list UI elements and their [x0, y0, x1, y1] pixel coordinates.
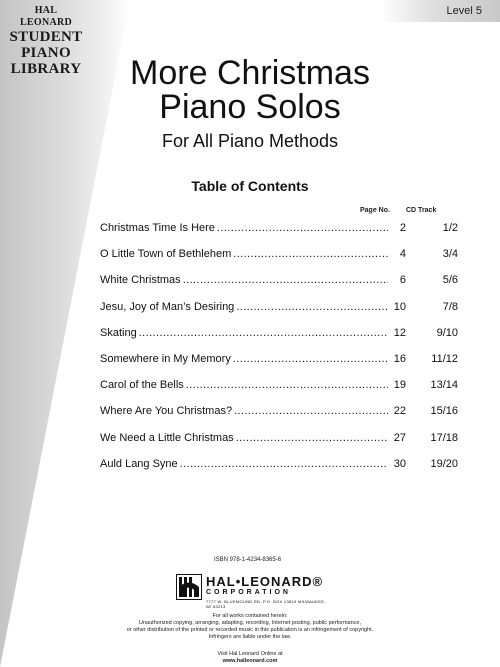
toc-entry-title: Where Are You Christmas?	[100, 405, 233, 418]
toc-entry-page: 30	[393, 457, 406, 470]
publisher-name: HAL•LEONARD®	[206, 574, 324, 589]
toc-entry-page: 27	[393, 431, 406, 444]
toc-entry-track: 7/8	[442, 300, 458, 313]
copyright-line: or other distribution of the printed or recorded music in this publication is an infringement of copyright.	[126, 627, 374, 633]
toc-entry-title: Skating	[100, 326, 137, 339]
dot-leader	[180, 458, 388, 470]
toc-entry-track: 1/2	[442, 222, 458, 234]
toc-heading: Table of Contents	[191, 178, 309, 194]
dot-leader	[236, 301, 388, 313]
series-logo-line: LIBRARY	[10, 61, 82, 77]
publisher-corporation: CORPORATION	[206, 589, 291, 596]
toc-entry	[100, 353, 460, 379]
book-title-line: More Christmas	[130, 54, 370, 92]
toc-entry-track: 9/10	[436, 326, 458, 339]
book-title	[0, 56, 500, 124]
toc-entry-title: Christmas Time Is Here	[100, 222, 215, 234]
dot-leader	[183, 274, 388, 286]
toc-entry-track: 5/6	[442, 274, 458, 287]
toc-entry-page: 19	[393, 379, 406, 392]
toc-entry-page: 12	[393, 326, 406, 339]
toc-entry	[100, 327, 460, 353]
website-url[interactable]: www.halleonard.com	[222, 658, 278, 664]
toc-entry-title: White Christmas	[100, 274, 181, 287]
toc-entry-page: 22	[393, 405, 406, 418]
level-label: Level 5	[446, 5, 482, 17]
website-notice	[0, 651, 500, 665]
book-title-line: Piano Solos	[159, 88, 341, 126]
toc-entry-page: 6	[399, 274, 406, 287]
toc-entry-page: 16	[393, 352, 406, 365]
toc-entry	[100, 379, 460, 405]
book-subtitle: For All Piano Methods	[161, 131, 339, 151]
toc-entry	[100, 248, 460, 274]
dot-leader	[233, 248, 388, 260]
toc-entry	[100, 432, 460, 458]
series-logo-line: STUDENT	[9, 29, 83, 45]
dot-leader	[234, 405, 388, 417]
toc-entry-track: 13/14	[430, 379, 458, 392]
isbn-label: ISBN 978-1-4234-8365-6	[214, 557, 282, 563]
copyright-line: For all works contained herein:	[212, 613, 288, 619]
page-column-header: Page No.	[360, 207, 390, 214]
toc-entry-title: Auld Lang Syne	[100, 457, 178, 470]
copyright-line: Infringers are liable under the law.	[208, 634, 292, 640]
toc-entry-page: 10	[393, 300, 406, 313]
toc-entry-title: We Need a Little Christmas	[100, 431, 234, 444]
hal-leonard-logo-icon	[176, 574, 202, 600]
toc-entry	[100, 222, 460, 248]
toc-entry	[100, 274, 460, 300]
toc-entry-track: 17/18	[430, 431, 458, 444]
toc-entry-title: Somewhere in My Memory	[100, 352, 231, 365]
toc-entry-track: 15/16	[430, 405, 458, 418]
publisher-address: 7777 W. BLUEMOUND RD. P.O. BOX 13819 MILWAUKEE, WI 53213	[206, 599, 326, 609]
dot-leader	[233, 353, 388, 365]
dot-leader	[217, 222, 388, 234]
copyright-line: Unauthorized copying, arranging, adapting, recording, Internet posting, public performance,	[139, 620, 361, 626]
dot-leader	[139, 327, 388, 339]
toc-entry-page: 4	[399, 248, 406, 261]
toc-entry-page: 2	[399, 222, 406, 234]
toc-entry-title: O Little Town of Bethlehem	[100, 248, 232, 261]
toc-entry	[100, 301, 460, 327]
toc-entry	[100, 405, 460, 431]
toc-entry-title: Jesu, Joy of Man’s Desiring	[100, 300, 235, 313]
table-of-contents	[100, 222, 460, 484]
dot-leader	[186, 379, 388, 391]
track-column-header: CD Track	[406, 207, 437, 214]
copyright-notice	[0, 613, 500, 641]
toc-entry	[100, 458, 460, 484]
top-gradient-band	[380, 0, 500, 22]
publisher-logo	[176, 572, 326, 610]
dot-leader	[236, 432, 388, 444]
series-logo-line: HAL LEONARD	[19, 5, 73, 28]
toc-entry-track: 3/4	[442, 248, 458, 261]
toc-entry-title: Carol of the Bells	[100, 379, 184, 392]
website-label: Visit Hal Leonard Online at	[217, 651, 283, 657]
toc-entry-track: 11/12	[431, 352, 458, 365]
toc-entry-track: 19/20	[430, 457, 458, 470]
series-logo-line: PIANO	[21, 45, 71, 61]
